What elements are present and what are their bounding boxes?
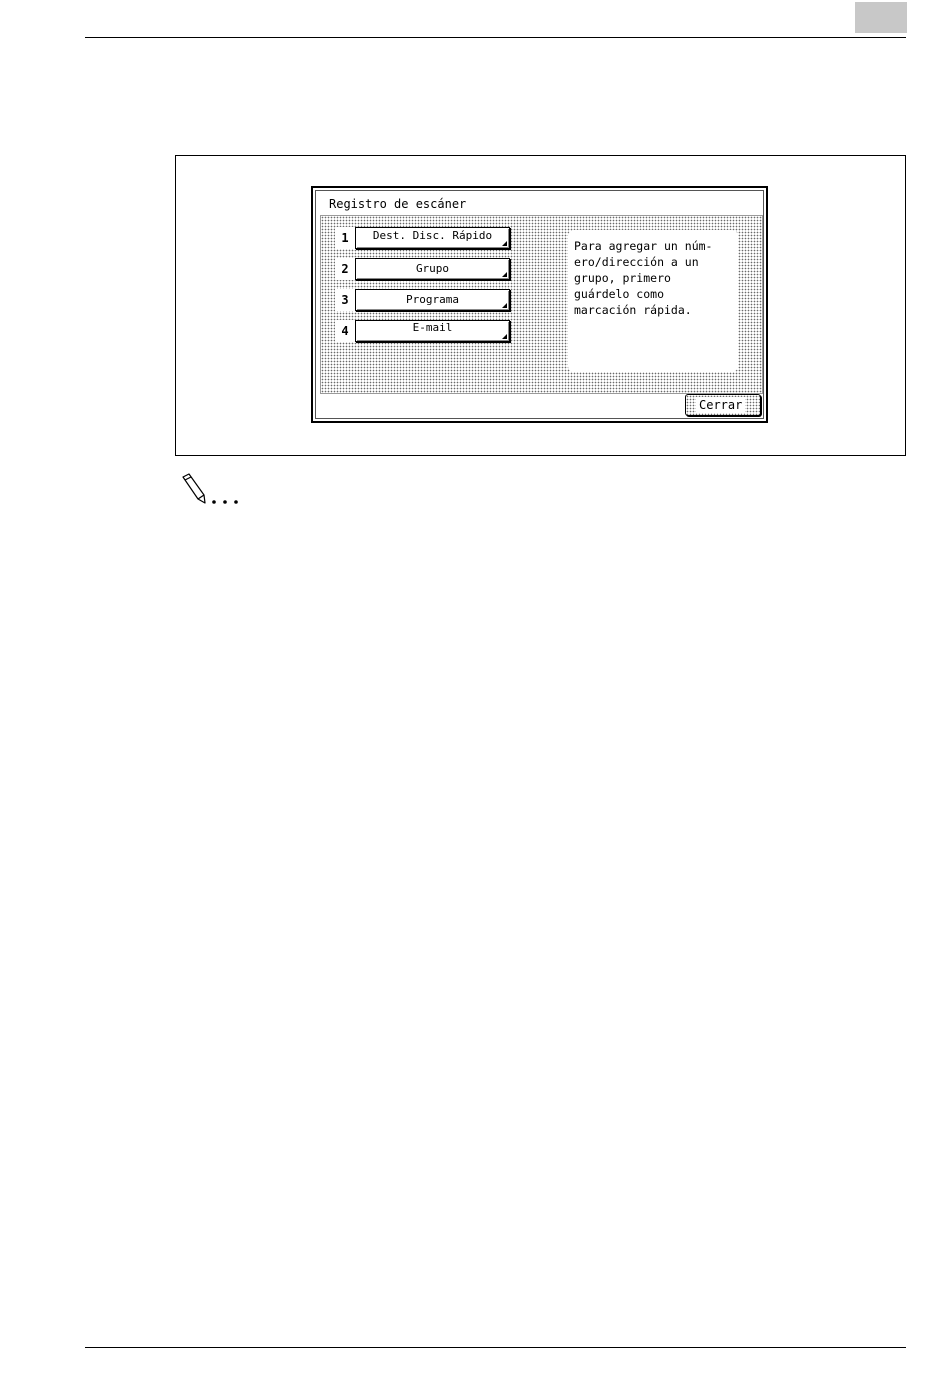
email-button[interactable]: [355, 320, 510, 342]
footer-rule: [85, 1347, 906, 1348]
close-button[interactable]: [685, 394, 761, 416]
corner-arrow-icon: [502, 241, 507, 246]
program-button-label: Programa: [406, 293, 459, 306]
dialog-title: Registro de escáner: [329, 197, 467, 211]
pencil-note-icon: [178, 473, 248, 507]
speed-dial-button[interactable]: [355, 227, 510, 249]
scanner-registration-dialog: [311, 186, 768, 423]
menu-number-3: 3: [335, 289, 355, 311]
dialog-content-area: [320, 215, 763, 394]
menu-number-1: 1: [335, 227, 355, 249]
menu-number-2: 2: [335, 258, 355, 280]
corner-arrow-icon: [502, 272, 507, 277]
group-button-label: Grupo: [415, 262, 450, 275]
speed-dial-button-label: Dest. Disc. Rápido: [372, 229, 493, 242]
close-button-label: Cerrar: [696, 397, 745, 413]
header-rule: [85, 37, 906, 38]
corner-arrow-icon: [502, 334, 507, 339]
group-button[interactable]: [355, 258, 510, 280]
info-message: Para agregar un núm- ero/dirección a un grupo, primero guárdelo como marcación rápida.: [568, 230, 738, 372]
menu-number-4: 4: [335, 320, 355, 342]
email-button-label: E-mail: [412, 321, 453, 334]
corner-arrow-icon: [502, 303, 507, 308]
program-button[interactable]: [355, 289, 510, 311]
chapter-tab: [855, 2, 907, 33]
